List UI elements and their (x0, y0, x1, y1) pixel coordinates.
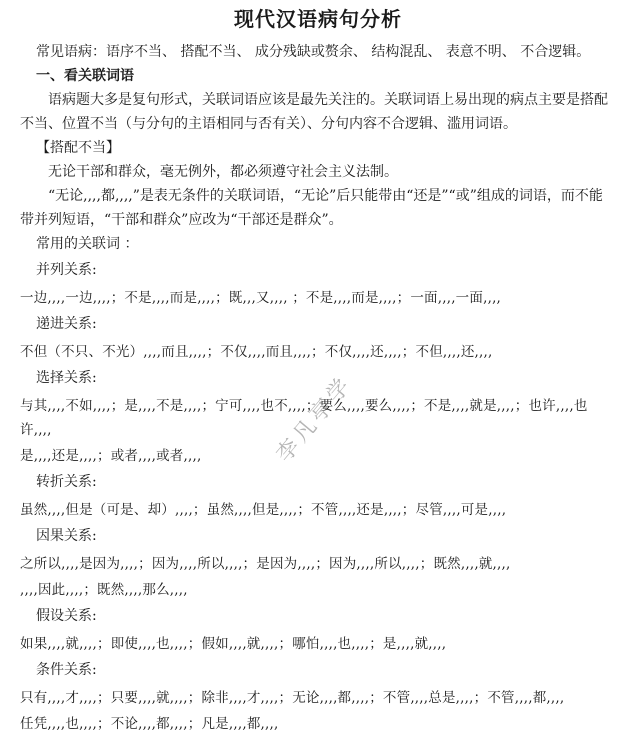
section-heading: 一、看关联词语 (36, 68, 134, 84)
relation-examples: ,,,,因此,,,,；既然,,,,那么,,,, (20, 582, 188, 598)
subheading-mismatch: 【搭配不当】 (36, 140, 120, 156)
relation-label: 并列关系: (36, 262, 97, 278)
relation-examples: 不但（不只、不光）,,,,而且,,,,；不仅,,,,而且,,,,；不仅,,,,还,,,,；不但,,,,还,,,, (20, 344, 493, 360)
watermark: 李凡亭学 (271, 371, 358, 468)
relations-list (20, 258, 616, 736)
intro-text: 常见语病：语序不当、 搭配不当、 成分残缺或赘余、 结构混乱、 表意不明、 不合逻辑。 (36, 44, 591, 60)
relation-examples: 一边,,,,一边,,,,；不是,,,,而是,,,,；既,,,又,,,, ；不是,,,,而是,,,,；一面,,,,一面,,,, (20, 290, 502, 306)
relation-examples: 之所以,,,,是因为,,,,；因为,,,,所以,,,,；是因为,,,,；因为,,,,所以,,,,；既然,,,,就,,,, (20, 556, 511, 572)
relation-label: 因果关系: (36, 528, 97, 544)
relation-examples: 与其,,,,不如,,,,；是,,,,不是,,,,；宁可,,,,也不,,,,；要么,,,,要么,,,,；不是,,,,就是,,,,；也许,,,,也许,,,, (20, 398, 588, 438)
relation-label: 假设关系: (36, 608, 97, 624)
relation-examples: 任凭,,,,也,,,,；不论,,,,都,,,,；凡是,,,,都,,,, (20, 716, 279, 732)
common-conjunctions-label: 常用的关联词 ： (36, 236, 139, 252)
page-title: 现代汉语病句分析 (234, 7, 402, 31)
relation-label: 选择关系: (36, 370, 97, 386)
relation-examples: 虽然,,,,但是（可是、却）,,,,；虽然,,,,但是,,,,；不管,,,,还是,,,,；尽管,,,,可是,,,, (20, 502, 507, 518)
example-sentence: 无论干部和群众，毫无例外，都必须遵守社会主义法制。 (48, 164, 398, 180)
relation-label: 转折关系: (36, 474, 97, 490)
relation-label: 条件关系: (36, 662, 97, 678)
example-explanation: “无论,,,,都,,,,”是表无条件的关联词语，“无论”后只能带由“还是”“或”组成的词语，而不能带并列短语，“干部和群众”应改为“干部还是群众”。 (20, 188, 603, 228)
relation-examples: 是,,,,还是,,,,；或者,,,,或者,,,, (20, 448, 202, 464)
section-paragraph: 语病题大多是复句形式，关联词语应该是最先关注的。关联词语上易出现的病点主要是搭配不当、位置不当（与分句的主语相同与否有关）、分句内容不合逻辑、滥用词语。 (20, 92, 608, 132)
relation-examples: 如果,,,,就,,,,；即使,,,,也,,,,；假如,,,,就,,,,；哪怕,,,,也,,,,；是,,,,就,,,, (20, 636, 447, 652)
relation-label: 递进关系: (36, 316, 97, 332)
relation-examples: 只有,,,,才,,,,；只要,,,,就,,,,；除非,,,,才,,,,；无论,,,,都,,,,；不管,,,,总是,,,,；不管,,,,都,,,, (20, 690, 565, 706)
